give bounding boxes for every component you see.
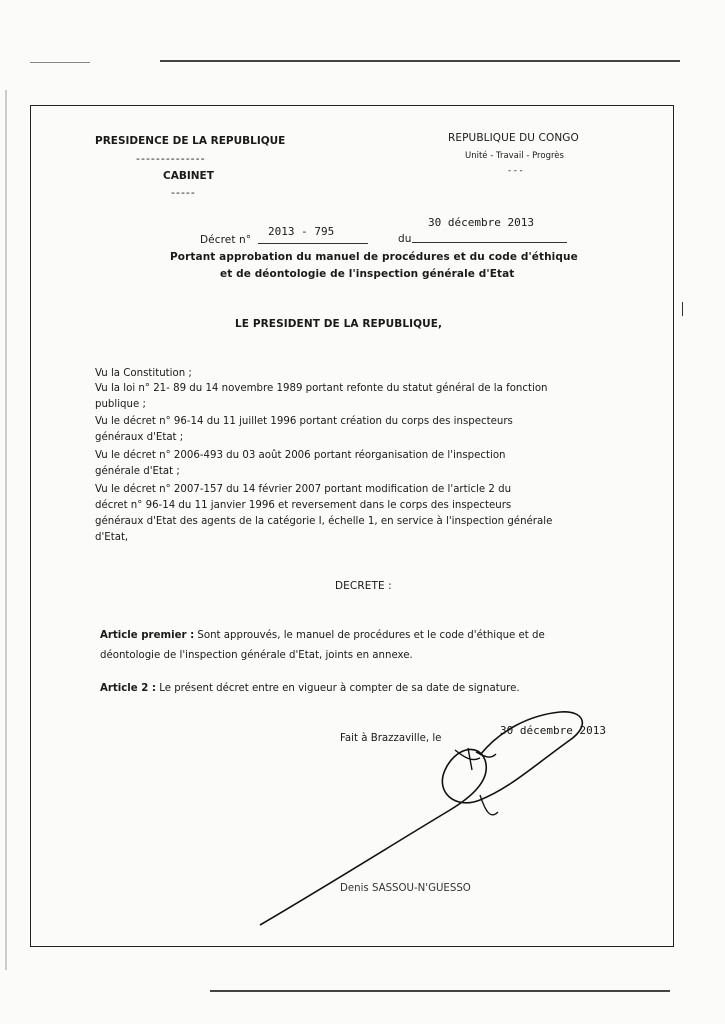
- decree-subject-line2: et de déontologie de l'inspection générale d'Etat: [220, 268, 515, 280]
- header-left-dashes: --------------: [136, 152, 206, 165]
- decree-date: 30 décembre 2013: [428, 216, 534, 229]
- visa-line: Vu le décret n° 96-14 du 11 juillet 1996 portant création du corps des inspecteurs: [95, 416, 513, 427]
- visa-line: Vu le décret n° 2007-157 du 14 février 2007 portant modification de l'article 2 du: [95, 484, 512, 495]
- republique-title: REPUBLIQUE DU CONGO: [448, 132, 579, 144]
- article-1-text: Sont approuvés, le manuel de procédures et le code d'éthique et de: [194, 630, 545, 641]
- handwritten-signature: [240, 700, 620, 930]
- scan-line-left-edge: [5, 90, 7, 970]
- signature-date: 30 décembre 2013: [500, 724, 606, 737]
- article-1-label: Article premier :: [100, 630, 195, 641]
- signatory-name: Denis SASSOU-N'GUESSO: [340, 883, 471, 894]
- visa-line: généraux d'Etat des agents de la catégorie I, échelle 1, en service à l'inspection générale: [95, 516, 553, 527]
- visa-line: décret n° 96-14 du 11 janvier 1996 et reversement dans le corps des inspecteurs: [95, 500, 512, 511]
- scan-line-top: [160, 60, 680, 62]
- visa-line: Vu le décret n° 2006-493 du 03 août 2006 portant réorganisation de l'inspection: [95, 450, 506, 461]
- du-label: du: [398, 233, 412, 245]
- scan-line-top-left: [30, 62, 90, 63]
- president-heading: LE PRESIDENT DE LA REPUBLIQUE,: [235, 318, 443, 330]
- decrete-heading: DECRETE :: [335, 580, 392, 592]
- presidence-title: PRESIDENCE DE LA REPUBLIQUE: [95, 135, 286, 147]
- decree-subject-line1: Portant approbation du manuel de procédures et du code d'éthique: [170, 251, 578, 263]
- decree-number-line: [258, 243, 368, 244]
- decree-date-line: [412, 242, 567, 243]
- visa-line: d'Etat,: [95, 532, 129, 543]
- decree-number: 2013 - 795: [268, 225, 335, 238]
- article-2-line: [100, 683, 520, 694]
- national-motto: Unité - Travail - Progrès: [465, 151, 564, 161]
- decree-label: Décret n°: [200, 234, 252, 246]
- cabinet-label: CABINET: [163, 170, 214, 182]
- visa-line: Vu la loi n° 21- 89 du 14 novembre 1989 portant refonte du statut général de la fonction: [95, 383, 548, 394]
- visa-line: généraux d'Etat ;: [95, 432, 184, 443]
- article-2-text: Le présent décret entre en vigueur à compter de sa date de signature.: [155, 683, 520, 694]
- article-2-label: Article 2 :: [100, 683, 156, 694]
- cabinet-dashes: -----: [171, 186, 196, 199]
- article-1-line1: [100, 630, 545, 641]
- article-1-line2: déontologie de l'inspection générale d'Etat, joints en annexe.: [100, 650, 413, 661]
- visa-line: publique ;: [95, 399, 146, 410]
- visa-line: générale d'Etat ;: [95, 466, 180, 477]
- scan-mark-right: [682, 302, 683, 316]
- scan-line-bottom: [210, 990, 670, 992]
- visa-line: Vu la Constitution ;: [95, 368, 192, 379]
- signature-place: Fait à Brazzaville, le: [340, 733, 442, 744]
- motto-dashes: - - -: [508, 166, 523, 176]
